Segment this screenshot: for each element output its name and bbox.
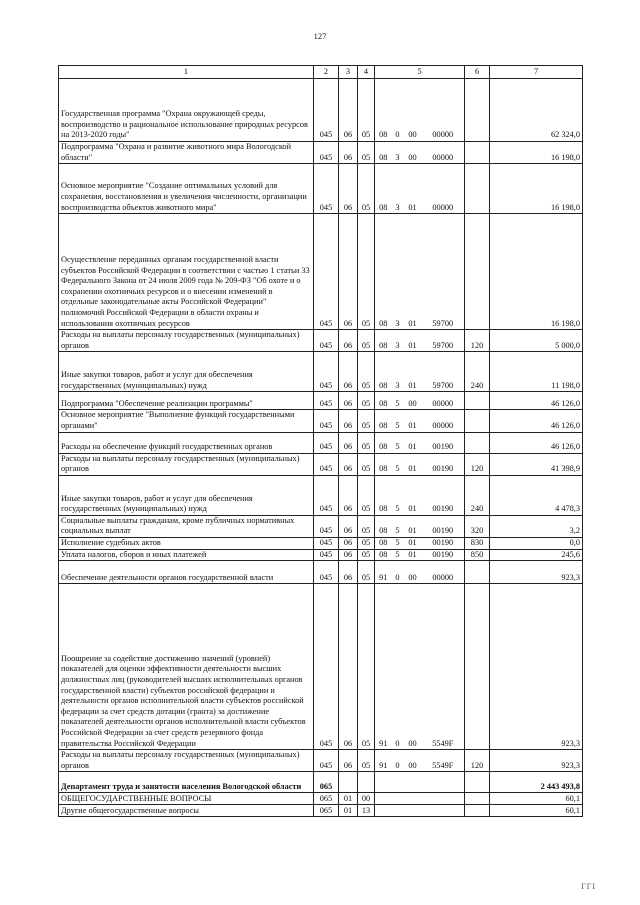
cell-name: Расходы на выплаты персоналу государственных (муниципальных) органов — [59, 750, 314, 772]
table-row — [59, 475, 583, 515]
cell-target-direction: 5549F — [422, 750, 465, 772]
cell-target-direction: 59700 — [422, 214, 465, 330]
cell-subsection: 05 — [358, 392, 375, 410]
cell-target-event — [404, 772, 422, 793]
cell-admin-code: 065 — [314, 772, 339, 793]
cell-target-program — [375, 793, 392, 805]
cell-target-program: 08 — [375, 432, 392, 453]
cell-target-program: 08 — [375, 392, 392, 410]
cell-name: Основное мероприятие "Выполнение функций государственными органами" — [59, 410, 314, 432]
cell-target-event: 01 — [404, 549, 422, 561]
cell-amount: 245,6 — [490, 549, 583, 561]
cell-amount: 16 198,0 — [490, 214, 583, 330]
cell-subsection: 05 — [358, 537, 375, 549]
cell-target-subprogram: 3 — [392, 164, 404, 214]
cell-target-program: 08 — [375, 330, 392, 352]
cell-target-subprogram: 5 — [392, 549, 404, 561]
cell-name: Другие общегосударственные вопросы — [59, 805, 314, 817]
cell-subsection: 00 — [358, 793, 375, 805]
cell-subsection: 05 — [358, 453, 375, 475]
cell-admin-code: 045 — [314, 561, 339, 584]
cell-subsection: 05 — [358, 561, 375, 584]
cell-expense-type — [465, 410, 490, 432]
cell-target-program: 08 — [375, 214, 392, 330]
cell-target-program: 08 — [375, 410, 392, 432]
cell-target-program: 08 — [375, 515, 392, 537]
table-row — [59, 410, 583, 432]
table-row — [59, 584, 583, 750]
cell-name: Расходы на выплаты персоналу государственных (муниципальных) органов — [59, 330, 314, 352]
cell-target-program: 08 — [375, 142, 392, 164]
cell-amount: 2 443 493,8 — [490, 772, 583, 793]
table-row — [59, 793, 583, 805]
cell-admin-code: 045 — [314, 549, 339, 561]
cell-amount: 16 198,0 — [490, 164, 583, 214]
cell-amount: 41 398,9 — [490, 453, 583, 475]
cell-subsection: 05 — [358, 584, 375, 750]
cell-target-event: 01 — [404, 214, 422, 330]
cell-name: Социальные выплаты гражданам, кроме публичных нормативных социальных выплат — [59, 515, 314, 537]
cell-target-program: 08 — [375, 549, 392, 561]
cell-target-subprogram: 3 — [392, 330, 404, 352]
table-header-row — [59, 66, 583, 79]
header-col-2: 2 — [314, 66, 339, 79]
cell-section: 06 — [339, 432, 358, 453]
cell-expense-type — [465, 142, 490, 164]
page-number: 127 — [313, 31, 327, 41]
table-row — [59, 561, 583, 584]
cell-admin-code: 045 — [314, 214, 339, 330]
cell-admin-code: 045 — [314, 79, 339, 142]
cell-expense-type — [465, 214, 490, 330]
cell-subsection: 05 — [358, 79, 375, 142]
table-row — [59, 805, 583, 817]
cell-expense-type: 830 — [465, 537, 490, 549]
table-row — [59, 432, 583, 453]
cell-subsection: 05 — [358, 352, 375, 392]
header-col-7: 7 — [490, 66, 583, 79]
cell-subsection: 05 — [358, 432, 375, 453]
cell-section: 06 — [339, 352, 358, 392]
cell-target-subprogram — [392, 805, 404, 817]
cell-target-event: 01 — [404, 453, 422, 475]
cell-expense-type: 850 — [465, 549, 490, 561]
cell-name: Уплата налогов, сборов и иных платежей — [59, 549, 314, 561]
cell-amount: 3,2 — [490, 515, 583, 537]
cell-target-program: 08 — [375, 475, 392, 515]
cell-target-subprogram: 0 — [392, 79, 404, 142]
cell-admin-code: 045 — [314, 750, 339, 772]
cell-admin-code: 065 — [314, 805, 339, 817]
cell-subsection — [358, 772, 375, 793]
cell-section: 06 — [339, 561, 358, 584]
cell-expense-type: 240 — [465, 475, 490, 515]
cell-expense-type — [465, 805, 490, 817]
cell-subsection: 05 — [358, 164, 375, 214]
cell-target-event: 01 — [404, 432, 422, 453]
table-row — [59, 79, 583, 142]
cell-target-program — [375, 772, 392, 793]
cell-expense-type: 120 — [465, 750, 490, 772]
cell-target-direction: 00000 — [422, 561, 465, 584]
cell-target-direction: 00000 — [422, 164, 465, 214]
cell-name: Основное мероприятие "Создание оптимальных условий для сохранения, восстановления и увеличения численности, организации воспроизводства объектов животного мира" — [59, 164, 314, 214]
cell-target-direction: 00000 — [422, 79, 465, 142]
cell-amount: 923,3 — [490, 561, 583, 584]
cell-amount: 923,3 — [490, 584, 583, 750]
cell-amount: 60,1 — [490, 793, 583, 805]
cell-target-direction — [422, 793, 465, 805]
header-col-3: 3 — [339, 66, 358, 79]
cell-section: 06 — [339, 330, 358, 352]
cell-amount: 46 126,0 — [490, 410, 583, 432]
cell-target-event: 00 — [404, 79, 422, 142]
cell-target-subprogram: 3 — [392, 214, 404, 330]
cell-target-subprogram: 5 — [392, 453, 404, 475]
cell-expense-type: 120 — [465, 453, 490, 475]
cell-expense-type — [465, 432, 490, 453]
cell-target-program: 91 — [375, 561, 392, 584]
table-row — [59, 515, 583, 537]
cell-expense-type — [465, 561, 490, 584]
cell-target-direction: 59700 — [422, 352, 465, 392]
cell-target-subprogram — [392, 772, 404, 793]
cell-target-event: 01 — [404, 164, 422, 214]
table-row — [59, 537, 583, 549]
cell-expense-type — [465, 772, 490, 793]
cell-admin-code: 045 — [314, 584, 339, 750]
cell-section: 06 — [339, 549, 358, 561]
cell-target-subprogram: 0 — [392, 584, 404, 750]
cell-target-direction: 00190 — [422, 432, 465, 453]
cell-target-event: 01 — [404, 537, 422, 549]
cell-target-subprogram: 5 — [392, 392, 404, 410]
header-col-6: 6 — [465, 66, 490, 79]
cell-subsection: 05 — [358, 750, 375, 772]
cell-subsection: 05 — [358, 214, 375, 330]
cell-subsection: 05 — [358, 475, 375, 515]
cell-target-event: 01 — [404, 330, 422, 352]
cell-target-event: 01 — [404, 410, 422, 432]
cell-section: 06 — [339, 392, 358, 410]
cell-target-direction: 5549F — [422, 584, 465, 750]
cell-expense-type: 240 — [465, 352, 490, 392]
cell-amount: 4 478,3 — [490, 475, 583, 515]
header-col-4: 4 — [358, 66, 375, 79]
cell-admin-code: 045 — [314, 330, 339, 352]
cell-amount: 16 198,0 — [490, 142, 583, 164]
cell-admin-code: 045 — [314, 432, 339, 453]
cell-name: Обеспечение деятельности органов государственной власти — [59, 561, 314, 584]
cell-target-direction: 00190 — [422, 475, 465, 515]
cell-admin-code: 065 — [314, 793, 339, 805]
cell-admin-code: 045 — [314, 537, 339, 549]
cell-target-program: 08 — [375, 453, 392, 475]
cell-target-program: 08 — [375, 352, 392, 392]
cell-name: Государственная программа "Охрана окружающей среды, воспроизводство и рациональное использование природных ресурсов на 2013-2020 годы" — [59, 79, 314, 142]
header-col-1: 1 — [59, 66, 314, 79]
cell-target-subprogram: 5 — [392, 537, 404, 549]
cell-section: 01 — [339, 805, 358, 817]
cell-target-subprogram: 5 — [392, 475, 404, 515]
cell-target-program: 08 — [375, 79, 392, 142]
cell-expense-type: 120 — [465, 330, 490, 352]
cell-expense-type: 320 — [465, 515, 490, 537]
cell-target-event: 00 — [404, 584, 422, 750]
cell-amount: 46 126,0 — [490, 392, 583, 410]
cell-section: 06 — [339, 584, 358, 750]
cell-subsection: 05 — [358, 410, 375, 432]
cell-admin-code: 045 — [314, 410, 339, 432]
cell-expense-type — [465, 793, 490, 805]
cell-target-event: 00 — [404, 561, 422, 584]
table-row — [59, 392, 583, 410]
cell-target-subprogram: 3 — [392, 142, 404, 164]
table-row — [59, 549, 583, 561]
table-row — [59, 352, 583, 392]
cell-target-direction: 00190 — [422, 515, 465, 537]
cell-expense-type — [465, 584, 490, 750]
cell-expense-type — [465, 392, 490, 410]
cell-admin-code: 045 — [314, 475, 339, 515]
cell-target-subprogram: 0 — [392, 750, 404, 772]
cell-target-subprogram — [392, 793, 404, 805]
cell-name: Подпрограмма "Обеспечение реализации программы" — [59, 392, 314, 410]
cell-target-event: 01 — [404, 515, 422, 537]
table-row — [59, 772, 583, 793]
cell-target-event — [404, 805, 422, 817]
cell-target-program: 91 — [375, 584, 392, 750]
cell-target-subprogram: 5 — [392, 432, 404, 453]
cell-name: Осуществление переданных органам государственной власти субъектов Российской Федерации в соответствии с частью 1 статьи 33 Федерального Закона от 24 июля 2009 года № 209-ФЗ "Об охоте и о сохранении охотничьих ресурсов и о внесении изменений в отдельные законодательные акты Российской Федерации" полномочий Российской Федерации в области охраны и использования охотничьих ресурсов — [59, 214, 314, 330]
cell-section: 06 — [339, 537, 358, 549]
cell-amount: 62 324,0 — [490, 79, 583, 142]
cell-expense-type — [465, 164, 490, 214]
cell-target-program: 08 — [375, 537, 392, 549]
cell-section: 06 — [339, 515, 358, 537]
cell-section: 06 — [339, 142, 358, 164]
cell-target-program — [375, 805, 392, 817]
cell-subsection: 05 — [358, 515, 375, 537]
table-row — [59, 750, 583, 772]
cell-target-direction: 59700 — [422, 330, 465, 352]
cell-target-subprogram: 0 — [392, 561, 404, 584]
cell-admin-code: 045 — [314, 453, 339, 475]
cell-target-direction: 00000 — [422, 410, 465, 432]
cell-target-subprogram: 5 — [392, 410, 404, 432]
cell-section: 06 — [339, 453, 358, 475]
cell-admin-code: 045 — [314, 392, 339, 410]
cell-subsection: 05 — [358, 142, 375, 164]
cell-name: Расходы на обеспечение функций государственных органов — [59, 432, 314, 453]
cell-section: 06 — [339, 79, 358, 142]
cell-name: Иные закупки товаров, работ и услуг для обеспечения государственных (муниципальных) нужд — [59, 352, 314, 392]
cell-target-event: 01 — [404, 475, 422, 515]
cell-section: 06 — [339, 410, 358, 432]
cell-name: Расходы на выплаты персоналу государственных (муниципальных) органов — [59, 453, 314, 475]
cell-admin-code: 045 — [314, 164, 339, 214]
cell-target-direction — [422, 805, 465, 817]
corner-mark: ГГI — [581, 882, 596, 891]
cell-amount: 11 198,0 — [490, 352, 583, 392]
cell-name: Исполнение судебных актов — [59, 537, 314, 549]
cell-admin-code: 045 — [314, 515, 339, 537]
cell-section: 01 — [339, 793, 358, 805]
table-row — [59, 142, 583, 164]
cell-target-direction: 00190 — [422, 549, 465, 561]
table-row — [59, 330, 583, 352]
cell-name: Департамент труда и занятости населения Вологодской области — [59, 772, 314, 793]
cell-target-direction: 00190 — [422, 453, 465, 475]
cell-subsection: 13 — [358, 805, 375, 817]
cell-target-event: 00 — [404, 392, 422, 410]
cell-target-direction: 00000 — [422, 392, 465, 410]
header-col-5: 5 — [375, 66, 465, 79]
cell-subsection: 05 — [358, 330, 375, 352]
cell-target-program: 08 — [375, 164, 392, 214]
cell-section — [339, 772, 358, 793]
cell-target-subprogram: 5 — [392, 515, 404, 537]
cell-name: ОБЩЕГОСУДАРСТВЕННЫЕ ВОПРОСЫ — [59, 793, 314, 805]
cell-amount: 46 126,0 — [490, 432, 583, 453]
table-row — [59, 164, 583, 214]
budget-table — [58, 65, 583, 817]
table-row — [59, 214, 583, 330]
cell-target-event: 01 — [404, 352, 422, 392]
cell-amount: 5 000,0 — [490, 330, 583, 352]
cell-amount: 923,3 — [490, 750, 583, 772]
cell-target-event — [404, 793, 422, 805]
cell-target-program: 91 — [375, 750, 392, 772]
cell-section: 06 — [339, 750, 358, 772]
cell-admin-code: 045 — [314, 352, 339, 392]
cell-target-direction: 00000 — [422, 142, 465, 164]
cell-section: 06 — [339, 214, 358, 330]
cell-expense-type — [465, 79, 490, 142]
cell-target-direction: 00190 — [422, 537, 465, 549]
cell-name: Подпрограмма "Охрана и развитие животного мира Вологодской области" — [59, 142, 314, 164]
table-row — [59, 453, 583, 475]
cell-target-direction — [422, 772, 465, 793]
cell-section: 06 — [339, 164, 358, 214]
cell-section: 06 — [339, 475, 358, 515]
cell-target-subprogram: 3 — [392, 352, 404, 392]
cell-amount: 0,0 — [490, 537, 583, 549]
cell-subsection: 05 — [358, 549, 375, 561]
cell-target-event: 00 — [404, 142, 422, 164]
cell-name: Поощрение за содействие достижению значений (уровней) показателей для оценки эффективности деятельности высших должностных лиц (руководителей высших исполнительных органов государственной власти) субъектов российской федерации и деятельности органов исполнительной власти субъектов российской федерации за счет средств дотации (гранта) за достижение показателей деятельности органов исполнительной власти субъектов Российской Федерации за счет средств резервного фонда правительства Российской Федерации — [59, 584, 314, 750]
cell-admin-code: 045 — [314, 142, 339, 164]
cell-target-event: 00 — [404, 750, 422, 772]
cell-amount: 60,1 — [490, 805, 583, 817]
cell-name: Иные закупки товаров, работ и услуг для обеспечения государственных (муниципальных) нужд — [59, 475, 314, 515]
